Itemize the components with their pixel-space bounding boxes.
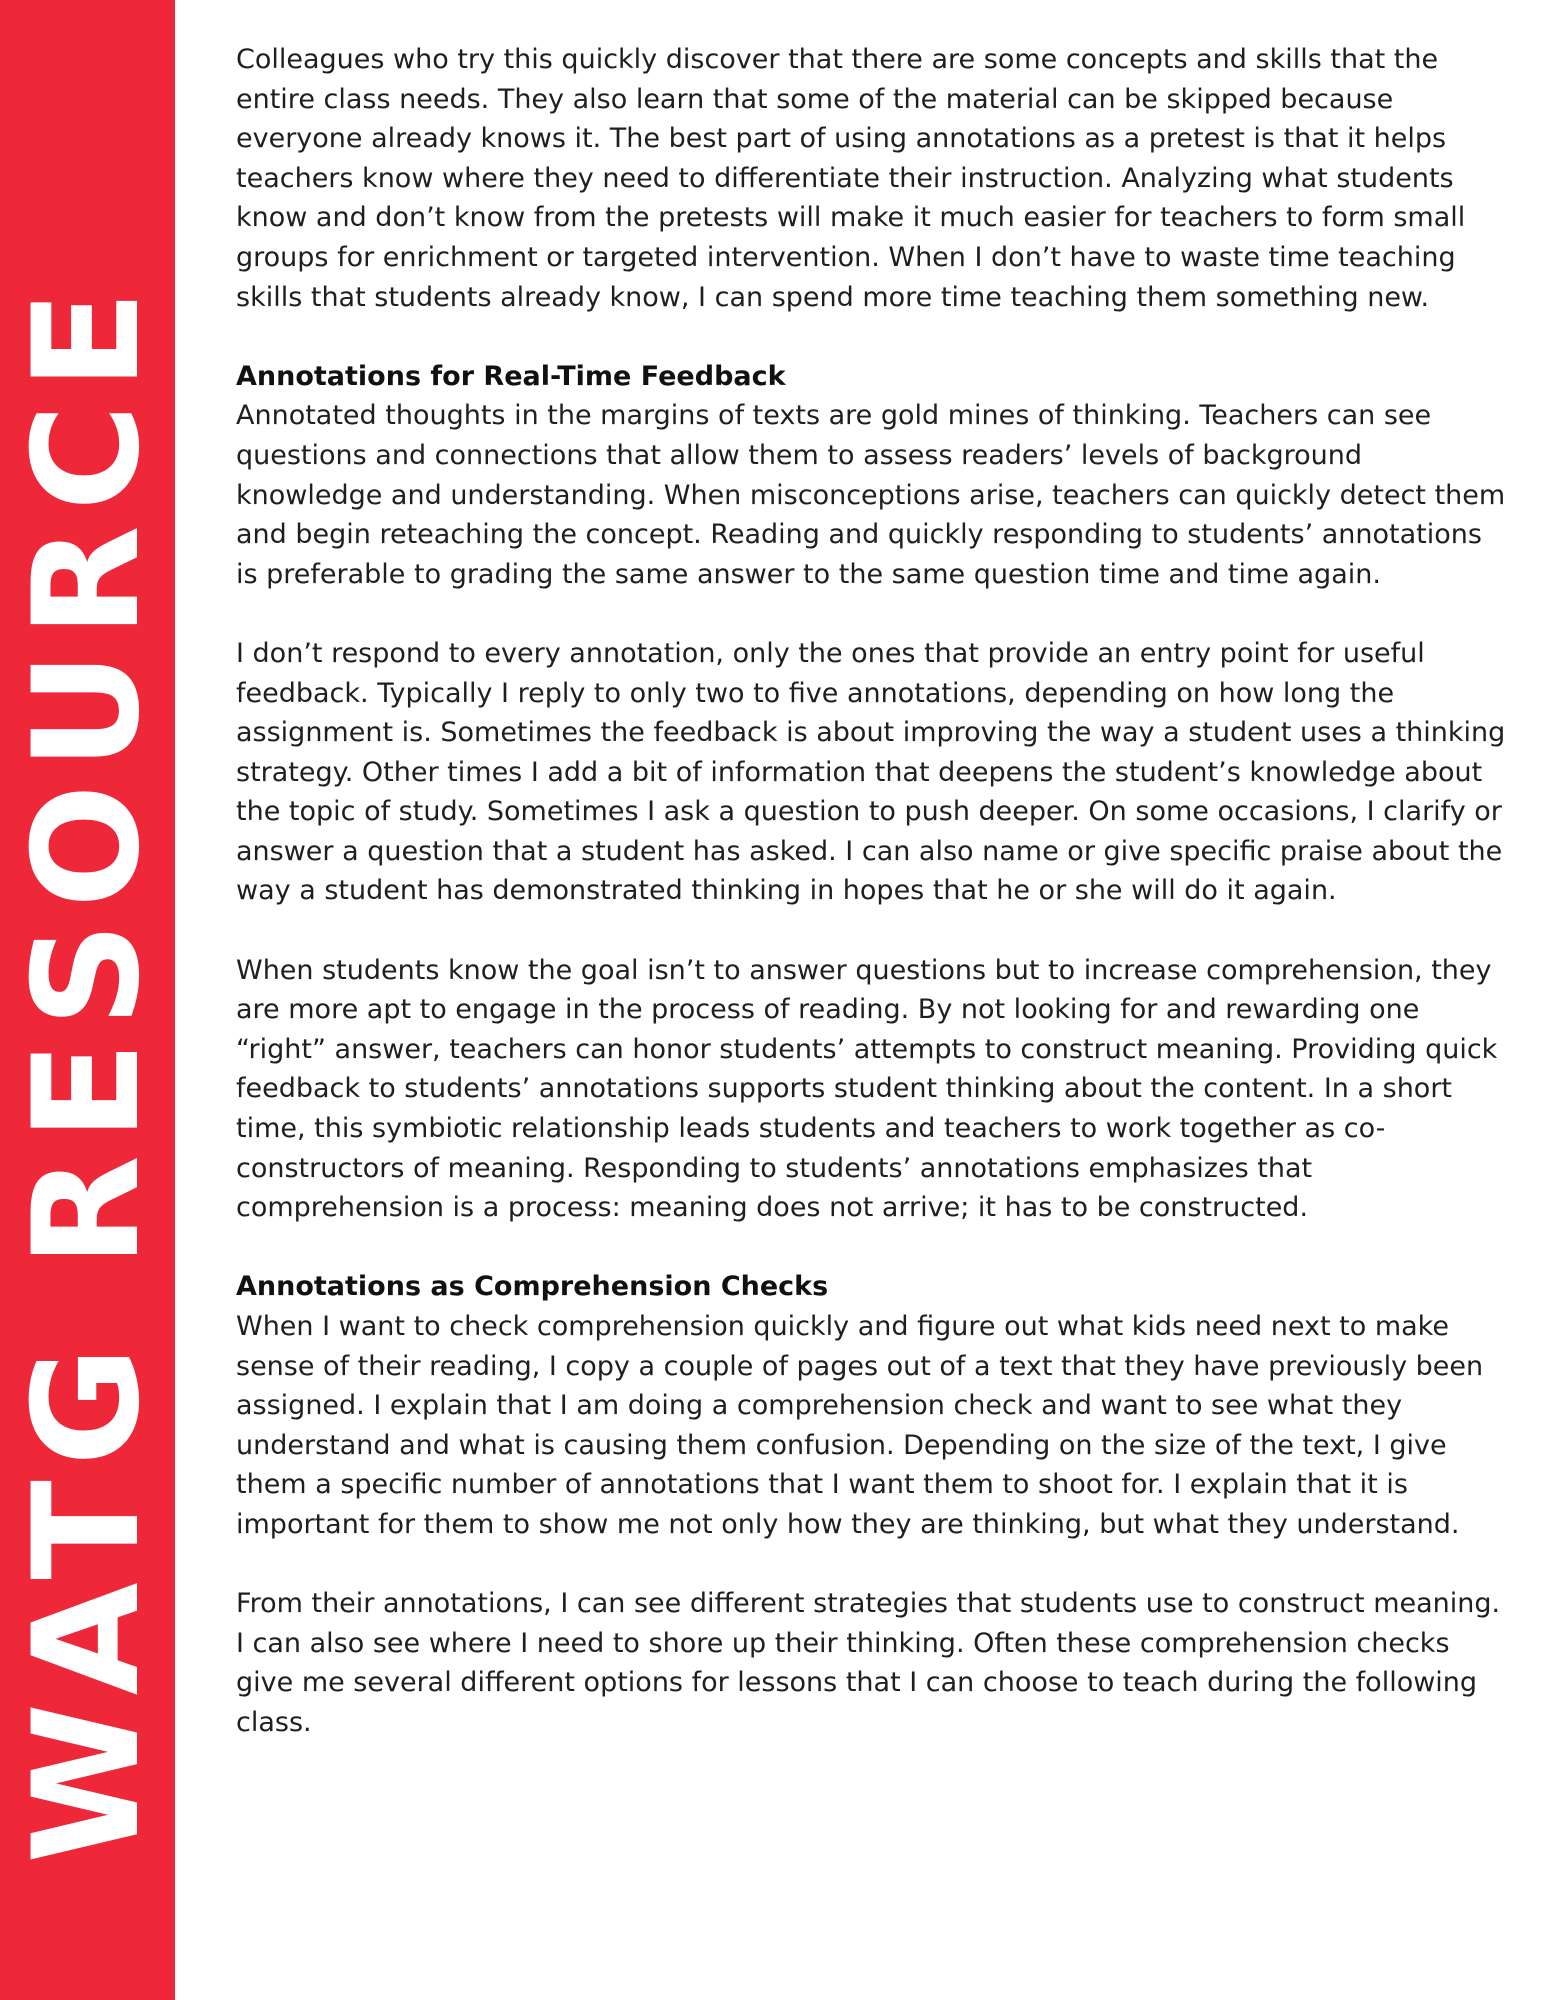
paragraph: From their annotations, I can see different strategies that students use to construct meaning. I can also see where I need to shore up their thinking. Often these comprehension checks give me several different options for lessons that I can choose to teach during the following class.	[236, 1588, 1501, 1738]
paragraph: When students know the goal isn’t to answer questions but to increase comprehension, they are more apt to engage in the process of reading. By not looking for and rewarding one “right” answer, teachers can honor students’ attempts to construct meaning. Providing quick feedback to students’ annotations supports student thinking about the content. In a short time, this symbiotic relationship leads students and teachers to work together as co-constructors of meaning. Responding to students’ annotations emphasizes that comprehension is a process: meaning does not arrive; it has to be constructed.	[236, 954, 1498, 1224]
article-body	[236, 40, 1511, 1782]
sidebar-banner	[0, 0, 175, 2000]
section-heading-comprehension-checks: Annotations as Comprehension Checks	[236, 1271, 829, 1303]
paragraph: Annotated thoughts in the margins of texts are gold mines of thinking. Teachers can see questions and connections that allow them to assess readers’ levels of background knowledge and understanding. When misconceptions arise, teachers can quickly detect them and begin reteaching the concept. Reading and quickly responding to students’ annotations is preferable to grading the same answer to the same question time and time again.	[236, 400, 1506, 590]
intro-paragraph: Colleagues who try this quickly discover that there are some concepts and skills that the entire class needs. They also learn that some of the material can be skipped because everyone already knows it. The best part of using annotations as a pretest is that it helps teachers know where they need to differentiate their instruction. Analyzing what students know and don’t know from the pretests will make it much easier for teachers to form small groups for enrichment or targeted intervention. When I don’t have to waste time teaching skills that students already know, I can spend more time teaching them something new.	[236, 44, 1466, 313]
sidebar-title: WATG RESOURCE	[2, 276, 172, 1864]
paragraph: When I want to check comprehension quickly and figure out what kids need next to make sense of their reading, I copy a couple of pages out of a text that they have previously been assigned. I explain that I am doing a comprehension check and want to see what they understand and what is causing them confusion. Depending on the size of the text, I give them a specific number of annotations that I want them to shoot for. I explain that it is important for them to show me not only how they are thinking, but what they understand.	[236, 1311, 1484, 1540]
section-heading-real-time-feedback: Annotations for Real-Time Feedback	[236, 360, 786, 392]
paragraph: I don’t respond to every annotation, only the ones that provide an entry point for useful feedback. Typically I reply to only two to five annotations, depending on how long the assignment is. Sometimes the feedback is about improving the way a student uses a thinking strategy. Other times I add a bit of information that deepens the student’s knowledge about the topic of study. Sometimes I ask a question to push deeper. On some occasions, I clarify or answer a question that a student has asked. I can also name or give specific praise about the way a student has demonstrated thinking in hopes that he or she will do it again.	[236, 637, 1506, 907]
